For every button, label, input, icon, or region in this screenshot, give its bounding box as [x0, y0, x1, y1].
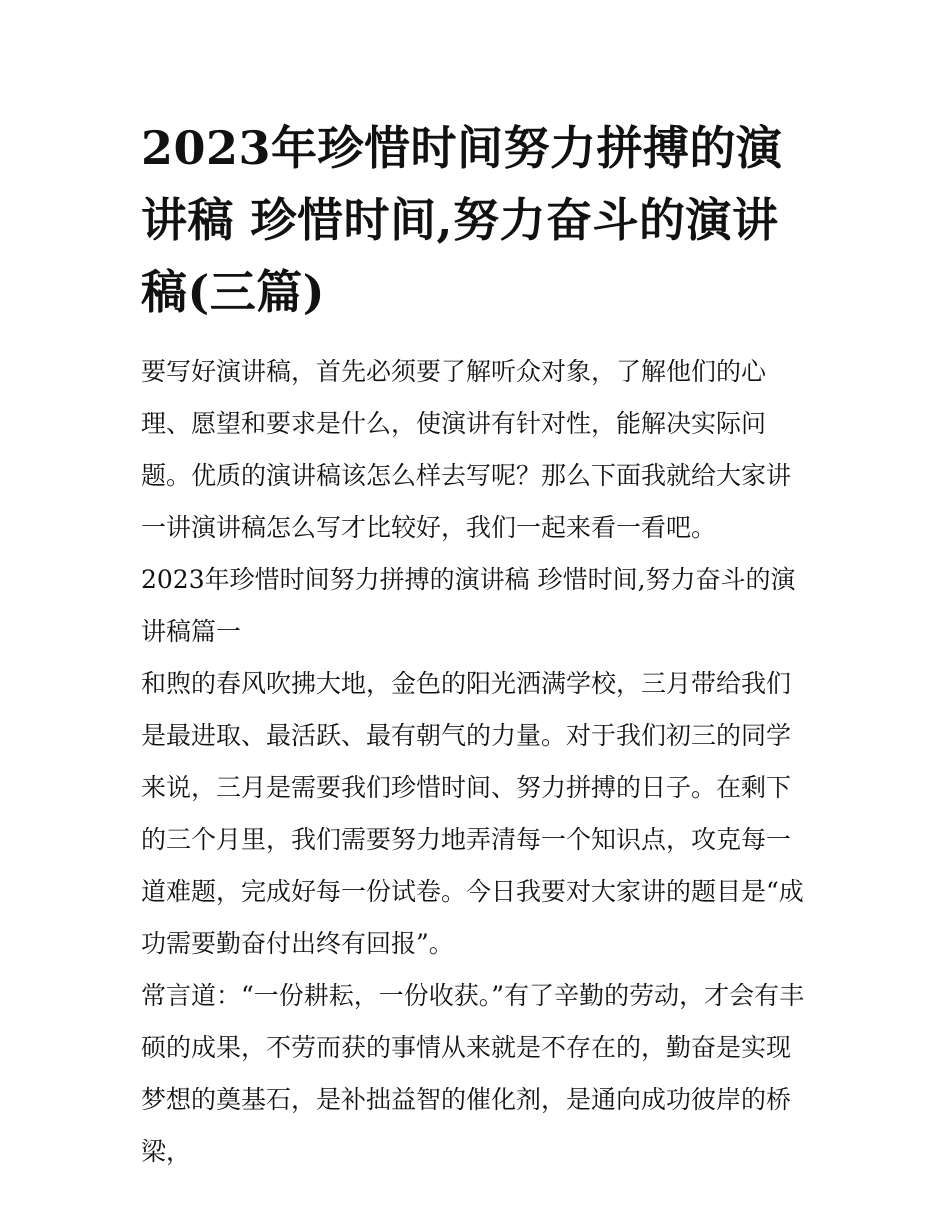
- document-title: 2023年珍惜时间努力拼搏的演讲稿 珍惜时间,努力奋斗的演讲稿(三篇): [141, 121, 783, 319]
- body-paragraph-1: 和煦的春风吹拂大地，金色的阳光洒满学校，三月带给我们是最进取、最活跃、最有朝气的力量。对于我们初三的同学来说，三月是需要我们珍惜时间、努力拼搏的日子。在剩下的三个月里，我们需要努力地弄清每一个知识点，攻克每一道难题，完成好每一份试卷。今日我要对大家讲的题目是“成功需要勤奋付出终有回报”。: [141, 669, 804, 958]
- section-heading: 2023年珍惜时间努力拼搏的演讲稿 珍惜时间,努力奋斗的演讲稿篇一: [141, 565, 796, 646]
- document-body: [141, 346, 812, 1178]
- body-paragraph-2: 常言道：“一份耕耘，一份收获。”有了辛勤的劳动，才会有丰硕的成果，不劳而获的事情从来就是不存在的，勤奋是实现梦想的奠基石，是补拙益智的催化剂，是通向成功彼岸的桥梁，: [141, 981, 805, 1166]
- intro-paragraph: 要写好演讲稿，首先必须要了解听众对象，了解他们的心理、愿望和要求是什么，使演讲有针对性，能解决实际问题。优质的演讲稿该怎么样去写呢？那么下面我就给大家讲一讲演讲稿怎么写才比较好，我们一起来看一看吧。: [141, 357, 792, 542]
